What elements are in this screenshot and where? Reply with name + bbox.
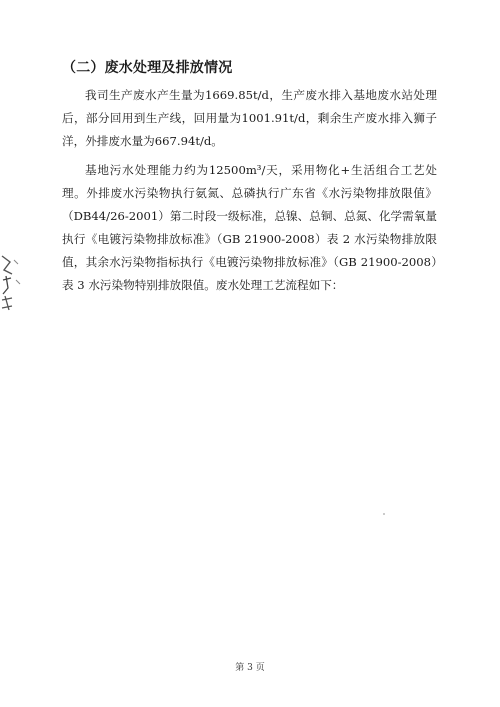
- seal-stamp-fragment: [0, 250, 30, 330]
- paragraph-treatment-standards: 基地污水处理能力约为12500m³/天，采用物化+生活组合工艺处理。外排废水污染物执行氨氮、总磷执行广东省《水污染物排放限值》（DB44/26-2001）第二时段一级标准，总镍、总铜、总氮、化学需氧量执行《电镀污染物排放标准》（GB 21900-2008）表 2 水污染物排放限值，其余水污染物指标执行《电镀污染物排放标准》（GB 21900-2008）表 3 水污染物特别排放限值。废水处理工艺流程如下：: [62, 163, 437, 292]
- page-number: 第 3 页: [235, 663, 265, 673]
- scan-speck: [383, 513, 385, 515]
- section-heading: （二）废水处理及排放情况: [62, 60, 233, 76]
- paragraph-wastewater-volume: 我司生产废水产生量为1669.85t/d，生产废水排入基地废水站处理后，部分回用到生产线，回用量为1001.91t/d，剩余生产废水排入狮子洋，外排废水量为667.94t/d。: [62, 88, 437, 148]
